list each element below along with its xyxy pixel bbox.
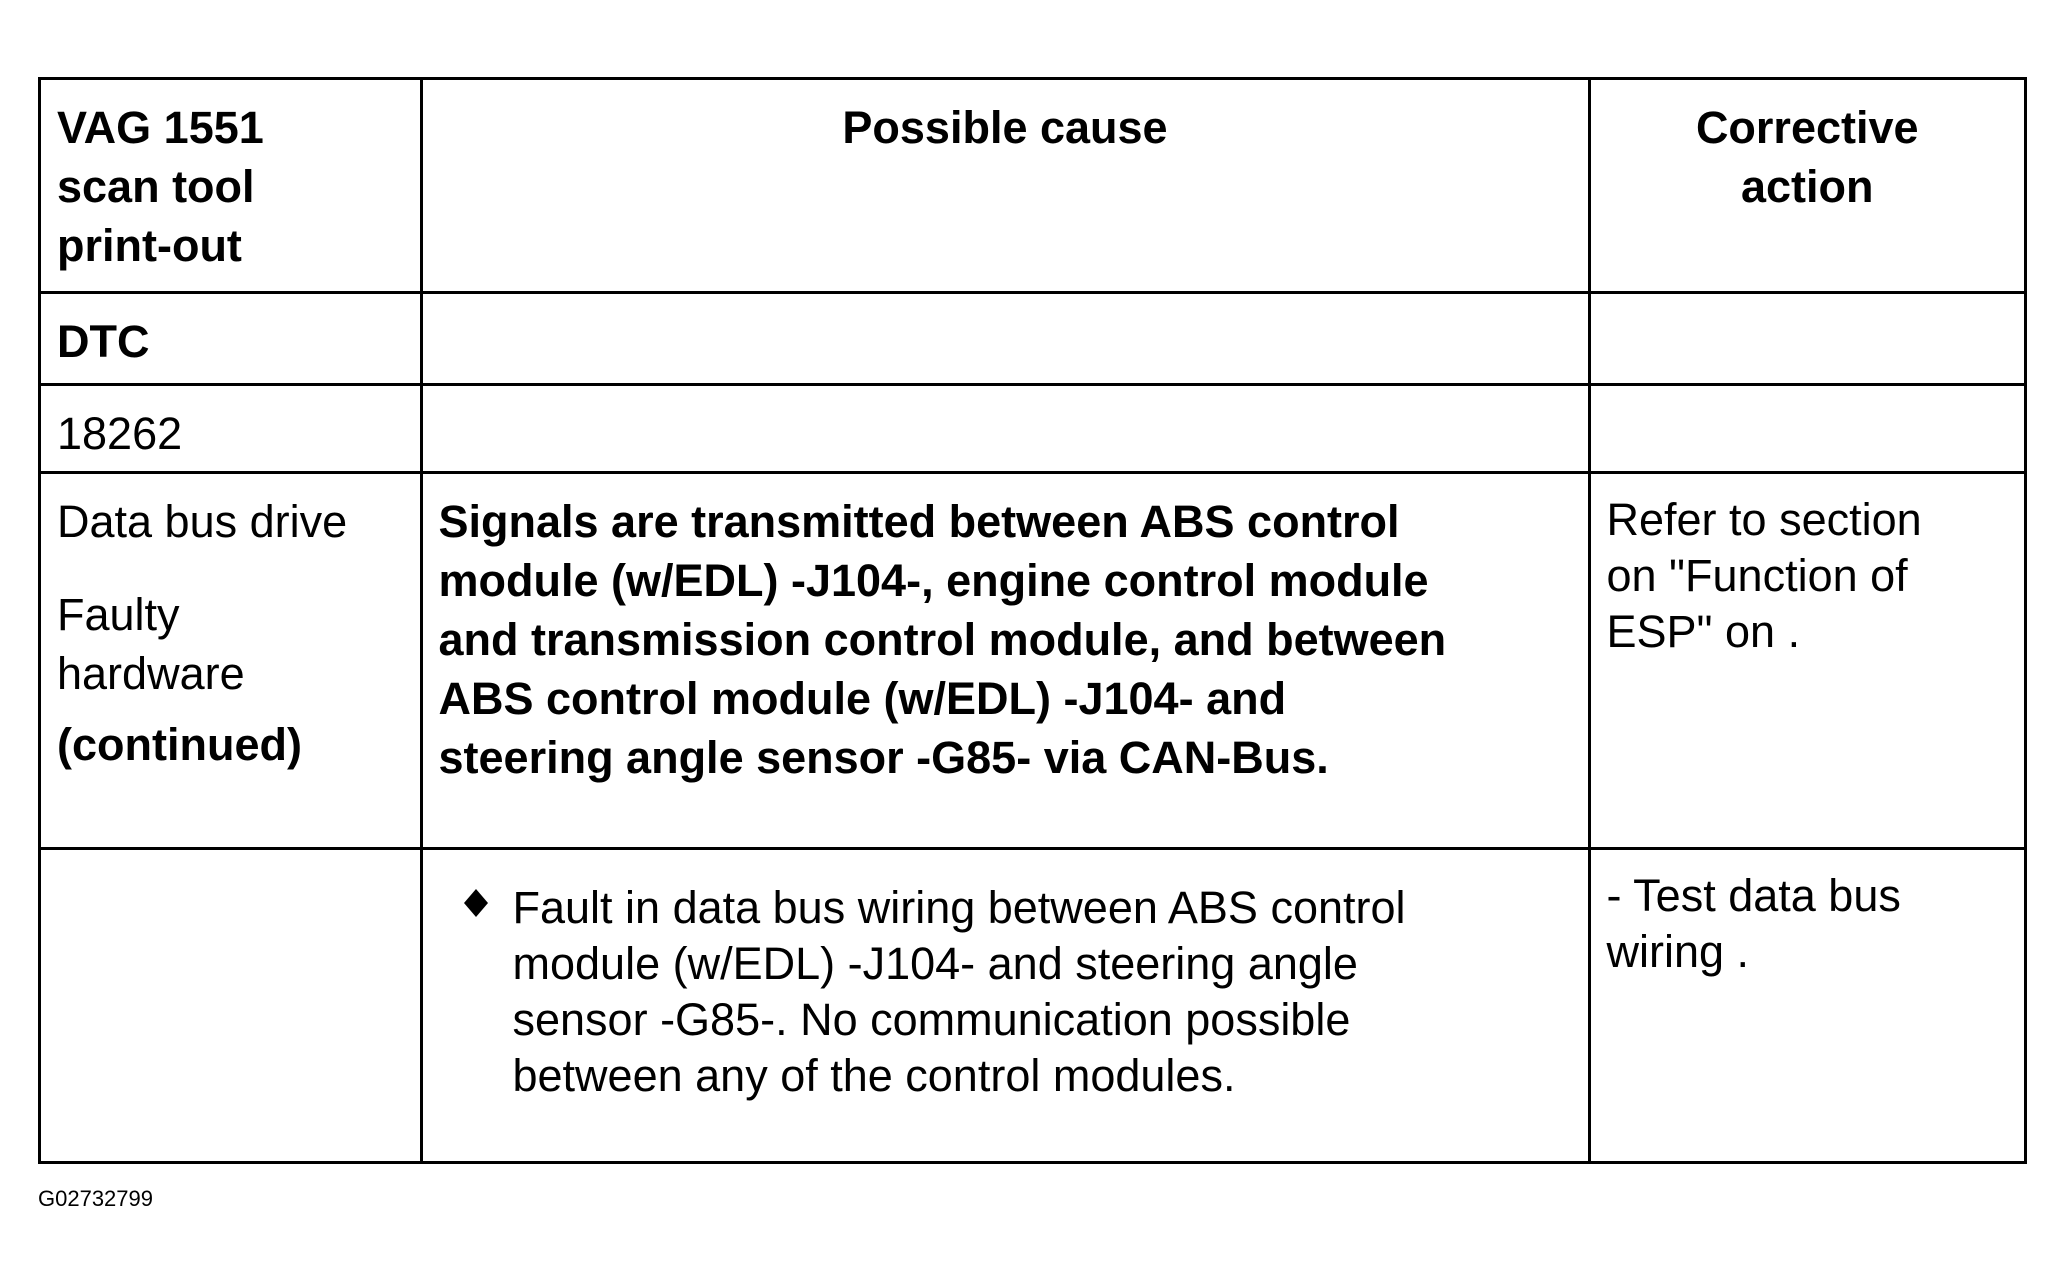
- dtc-table: [41, 80, 2024, 1161]
- fault-action-line: on "Function of: [1606, 549, 1908, 601]
- header-corrective-action-line: Corrective: [1695, 102, 1919, 153]
- fault-cause-line: module (w/EDL) -J104-, engine control module: [438, 554, 1429, 606]
- fault-cause-line: ABS control module (w/EDL) -J104- and: [438, 672, 1287, 724]
- fault-description: [41, 472, 421, 848]
- figure-id: G02732799: [38, 1186, 153, 1211]
- fault-cause-line: steering angle sensor -G85- via CAN-Bus.: [438, 731, 1329, 783]
- sub-item-action-line: - Test data bus: [1606, 869, 1901, 921]
- fault-cause-line: Signals are transmitted between ABS control: [438, 495, 1400, 547]
- empty-cell: [1589, 292, 2024, 384]
- fault-cause-line: and transmission control module, and between: [438, 613, 1447, 665]
- empty-cell: [41, 848, 421, 1161]
- dtc-code: 18262: [41, 384, 421, 472]
- sub-item-action-line: wiring .: [1606, 925, 1750, 977]
- diamond-bullet-icon: [461, 888, 491, 918]
- sub-item-action: [1589, 848, 2024, 1161]
- fault-type-line: Faulty: [57, 588, 180, 640]
- fault-row: [41, 472, 2024, 848]
- header-scan-tool-line: print-out: [57, 220, 242, 271]
- empty-cell: [421, 384, 1589, 472]
- header-scan-tool-line: scan tool: [57, 161, 255, 212]
- bullet-text-line: module (w/EDL) -J104- and steering angle: [512, 937, 1358, 989]
- sub-item-cause: [421, 848, 1589, 1161]
- header-scan-tool-line: VAG 1551: [57, 102, 264, 153]
- header-scan-tool: [41, 80, 421, 292]
- header-possible-cause: Possible cause: [421, 80, 1589, 292]
- empty-cell: [1589, 384, 2024, 472]
- header-row: [41, 80, 2024, 292]
- bullet-text-line: between any of the control modules.: [512, 1049, 1236, 1101]
- dtc-table-frame: [38, 77, 2027, 1164]
- fault-name: Data bus drive: [57, 495, 348, 547]
- dtc-label-row: [41, 292, 2024, 384]
- bullet-text-line: Fault in data bus wiring between ABS control: [512, 881, 1406, 933]
- header-corrective-action: [1589, 80, 2024, 292]
- fault-action-line: ESP" on .: [1606, 605, 1801, 657]
- empty-cell: [421, 292, 1589, 384]
- fault-action: [1589, 472, 2024, 848]
- continued-note: (continued): [57, 718, 302, 770]
- dtc-label: DTC: [41, 292, 421, 384]
- dtc-code-row: [41, 384, 2024, 472]
- bullet-text-line: sensor -G85-. No communication possible: [512, 993, 1351, 1045]
- fault-action-line: Refer to section: [1606, 493, 1922, 545]
- fault-cause: [421, 472, 1589, 848]
- fault-type-line: hardware: [57, 647, 245, 699]
- bullet-item: [439, 850, 1572, 1104]
- header-corrective-action-line: action: [1740, 161, 1874, 212]
- sub-item-row: [41, 848, 2024, 1161]
- bullet-text: [513, 880, 1406, 1104]
